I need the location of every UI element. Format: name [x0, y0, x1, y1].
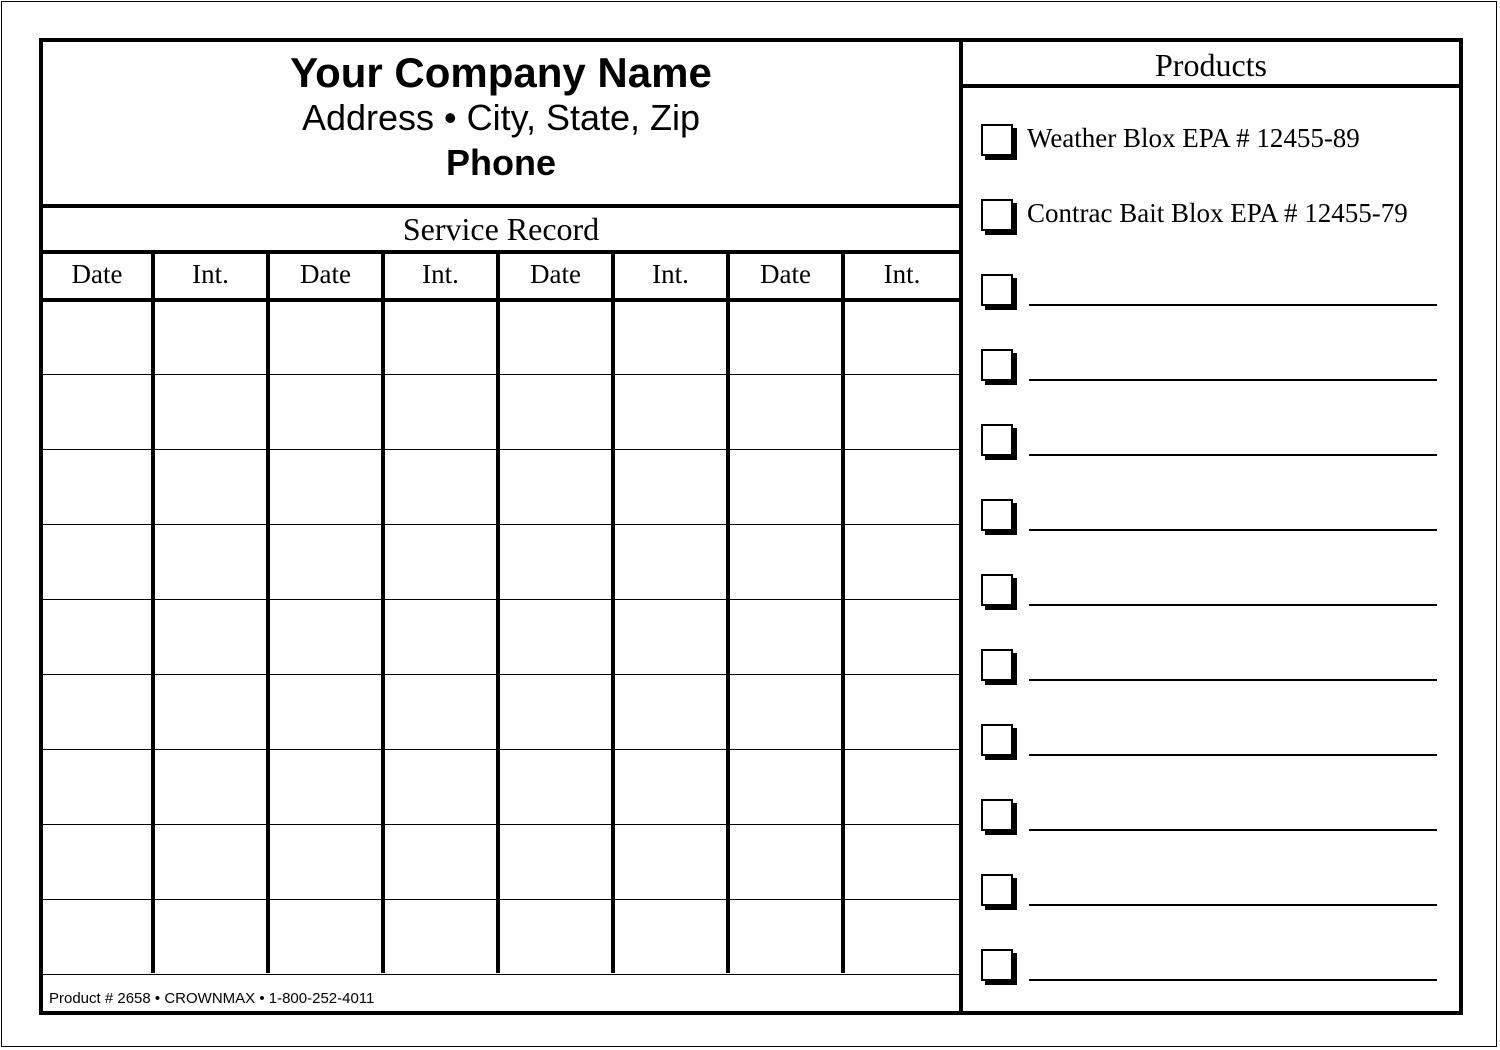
record-cell[interactable]	[155, 677, 266, 749]
record-cell[interactable]	[845, 527, 959, 599]
record-cell[interactable]	[615, 302, 726, 374]
product-checkbox[interactable]	[981, 574, 1013, 606]
record-cell[interactable]	[845, 302, 959, 374]
record-cell[interactable]	[500, 602, 611, 674]
product-write-in-line[interactable]	[1029, 679, 1437, 681]
record-cell[interactable]	[43, 602, 151, 674]
product-item	[963, 647, 1459, 687]
record-cell[interactable]	[43, 452, 151, 524]
record-cell[interactable]	[615, 827, 726, 899]
service-record-title: Service Record	[402, 211, 600, 247]
product-item	[963, 347, 1459, 387]
record-cell[interactable]	[43, 377, 151, 449]
grid-row-line	[43, 524, 959, 525]
record-cell[interactable]	[845, 827, 959, 899]
record-cell[interactable]	[500, 452, 611, 524]
product-write-in-line[interactable]	[1029, 979, 1437, 981]
record-cell[interactable]	[385, 527, 496, 599]
product-checkbox[interactable]	[981, 799, 1013, 831]
product-item	[963, 947, 1459, 987]
column-header-4: Int.	[422, 259, 459, 289]
company-phone: Phone	[445, 142, 556, 183]
record-cell[interactable]	[615, 527, 726, 599]
record-cell[interactable]	[155, 302, 266, 374]
service-panel	[43, 42, 959, 1011]
product-write-in-line[interactable]	[1029, 904, 1437, 906]
record-cell[interactable]	[270, 827, 381, 899]
footer-product-info: Product # 2658 • CROWNMAX • 1-800-252-4011	[49, 990, 375, 1007]
record-cell[interactable]	[615, 452, 726, 524]
service-card	[39, 38, 1463, 1015]
record-cell[interactable]	[845, 377, 959, 449]
product-checkbox[interactable]	[981, 499, 1013, 531]
product-checkbox[interactable]	[981, 349, 1013, 381]
record-cell[interactable]	[730, 827, 841, 899]
column-header-8: Int.	[883, 259, 921, 289]
record-cell[interactable]	[270, 377, 381, 449]
product-checkbox[interactable]	[981, 199, 1013, 231]
product-write-in-line[interactable]	[1029, 454, 1437, 456]
product-checkbox[interactable]	[981, 874, 1013, 906]
product-checkbox[interactable]	[981, 274, 1013, 306]
product-item	[963, 797, 1459, 837]
company-address: Address • City, State, Zip	[301, 97, 701, 138]
record-cell[interactable]	[155, 602, 266, 674]
record-cell[interactable]	[385, 827, 496, 899]
record-cell[interactable]	[615, 602, 726, 674]
products-title: Products	[1155, 47, 1267, 83]
company-name: Your Company Name	[290, 49, 712, 96]
product-write-in-line[interactable]	[1029, 829, 1437, 831]
record-cell[interactable]	[500, 752, 611, 824]
product-item	[963, 122, 1459, 162]
record-cell[interactable]	[43, 752, 151, 824]
column-header-6: Int.	[652, 259, 689, 289]
product-item	[963, 872, 1459, 912]
product-item	[963, 572, 1459, 612]
product-checkbox[interactable]	[981, 949, 1013, 981]
column-header-7: Date	[760, 259, 811, 289]
product-item	[963, 497, 1459, 537]
record-cell[interactable]	[845, 677, 959, 749]
record-cell[interactable]	[270, 752, 381, 824]
record-cell[interactable]	[385, 902, 496, 974]
record-cell[interactable]	[385, 452, 496, 524]
record-cell[interactable]	[155, 902, 266, 974]
record-cell[interactable]	[385, 302, 496, 374]
record-cell[interactable]	[730, 527, 841, 599]
record-cell[interactable]	[730, 602, 841, 674]
product-checkbox[interactable]	[981, 424, 1013, 456]
record-cell[interactable]	[500, 377, 611, 449]
grid-row-line	[43, 674, 959, 675]
product-write-in-line[interactable]	[1029, 604, 1437, 606]
record-cell[interactable]	[43, 677, 151, 749]
record-cell[interactable]	[270, 602, 381, 674]
product-item	[963, 197, 1459, 237]
product-label: Weather Blox EPA # 12455-89	[1027, 123, 1360, 153]
record-cell[interactable]	[730, 902, 841, 974]
record-cell[interactable]	[500, 902, 611, 974]
grid-row-line	[43, 824, 959, 825]
record-cell[interactable]	[43, 302, 151, 374]
product-label: Contrac Bait Blox EPA # 12455-79	[1027, 198, 1408, 228]
record-cell[interactable]	[500, 677, 611, 749]
record-cell[interactable]	[155, 752, 266, 824]
grid-row-line	[43, 749, 959, 750]
product-write-in-line[interactable]	[1029, 529, 1437, 531]
record-cell[interactable]	[385, 677, 496, 749]
column-header-2: Int.	[192, 259, 229, 289]
record-cell[interactable]	[500, 302, 611, 374]
record-cell[interactable]	[730, 452, 841, 524]
company-header	[43, 42, 959, 204]
record-cell[interactable]	[155, 452, 266, 524]
record-cell[interactable]	[615, 377, 726, 449]
record-cell[interactable]	[43, 902, 151, 974]
product-item	[963, 722, 1459, 762]
record-cell[interactable]	[615, 752, 726, 824]
record-cell[interactable]	[385, 377, 496, 449]
record-cell[interactable]	[270, 302, 381, 374]
product-checkbox[interactable]	[981, 724, 1013, 756]
record-cell[interactable]	[845, 752, 959, 824]
grid-row-line	[43, 899, 959, 900]
record-cell[interactable]	[270, 902, 381, 974]
products-divider	[963, 84, 1459, 88]
record-cell[interactable]	[845, 602, 959, 674]
product-checkbox[interactable]	[981, 124, 1013, 156]
record-cell[interactable]	[615, 677, 726, 749]
record-cell[interactable]	[155, 527, 266, 599]
column-header-3: Date	[300, 259, 351, 289]
product-write-in-line[interactable]	[1029, 754, 1437, 756]
record-cell[interactable]	[500, 527, 611, 599]
product-item	[963, 272, 1459, 312]
column-header-5: Date	[530, 259, 581, 289]
record-cell[interactable]	[43, 827, 151, 899]
record-cell[interactable]	[730, 752, 841, 824]
product-write-in-line[interactable]	[1029, 304, 1437, 306]
record-cell[interactable]	[270, 452, 381, 524]
grid-row-line	[43, 599, 959, 600]
record-cell[interactable]	[155, 377, 266, 449]
product-item	[963, 422, 1459, 462]
record-cell[interactable]	[730, 302, 841, 374]
record-cell[interactable]	[155, 827, 266, 899]
record-cell[interactable]	[845, 452, 959, 524]
grid-row-line	[43, 974, 959, 975]
record-cell[interactable]	[500, 827, 611, 899]
grid-row-line	[43, 374, 959, 375]
column-header-1: Date	[71, 259, 123, 289]
record-cell[interactable]	[730, 677, 841, 749]
record-cell[interactable]	[730, 377, 841, 449]
record-cell[interactable]	[385, 602, 496, 674]
product-checkbox[interactable]	[981, 649, 1013, 681]
products-panel	[963, 42, 1459, 1011]
record-cell[interactable]	[43, 527, 151, 599]
record-cell[interactable]	[270, 677, 381, 749]
record-cell[interactable]	[845, 902, 959, 974]
product-write-in-line[interactable]	[1029, 379, 1437, 381]
record-cell[interactable]	[270, 527, 381, 599]
record-cell[interactable]	[385, 752, 496, 824]
grid-row-line	[43, 449, 959, 450]
record-cell[interactable]	[615, 902, 726, 974]
